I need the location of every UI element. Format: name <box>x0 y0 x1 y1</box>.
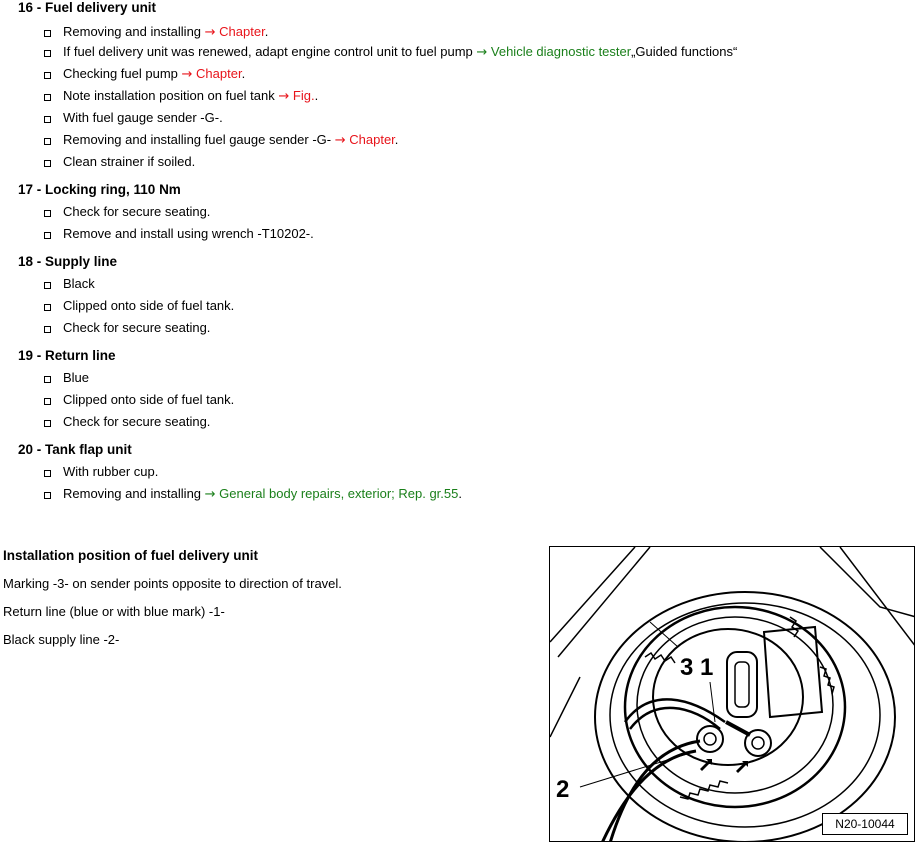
square-bullet-icon <box>44 376 51 383</box>
section-title: 18 - Supply line <box>18 254 118 269</box>
installation-line: Black supply line -2- <box>3 632 120 647</box>
list-item: If fuel delivery unit was renewed, adapt engine control unit to fuel pump → Vehicle diagnostic tester„Guided functions“ <box>18 44 737 66</box>
section-19 <box>18 348 234 436</box>
chapter-link[interactable]: → Chapter <box>181 66 242 82</box>
fuel-delivery-unit-figure <box>549 546 915 842</box>
fuel-tank-drawing <box>550 547 915 842</box>
section-18 <box>18 254 234 342</box>
list-item: Removing and installing → Chapter. <box>18 24 737 46</box>
direction-arrow-icon <box>700 759 748 773</box>
square-bullet-icon <box>44 326 51 333</box>
body-repairs-link[interactable]: → General body repairs, exterior; Rep. gr.55 <box>204 486 459 502</box>
list-item: Clean strainer if soiled. <box>18 154 737 176</box>
square-bullet-icon <box>44 160 51 167</box>
square-bullet-icon <box>44 304 51 311</box>
list-item: Clipped onto side of fuel tank. <box>18 392 234 414</box>
list-item: Check for secure seating. <box>18 414 234 436</box>
square-bullet-icon <box>44 398 51 405</box>
square-bullet-icon <box>44 492 51 499</box>
square-bullet-icon <box>44 282 51 289</box>
section-title: 17 - Locking ring, 110 Nm <box>18 182 181 197</box>
square-bullet-icon <box>44 232 51 239</box>
list-item: Clipped onto side of fuel tank. <box>18 298 234 320</box>
square-bullet-icon <box>44 30 51 37</box>
section-title: 16 - Fuel delivery unit <box>18 0 157 15</box>
list-item: Check for secure seating. <box>18 320 234 342</box>
square-bullet-icon <box>44 138 51 145</box>
list-item: Blue <box>18 370 234 392</box>
chapter-link[interactable]: → Chapter <box>334 132 395 148</box>
square-bullet-icon <box>44 50 51 57</box>
square-bullet-icon <box>44 72 51 79</box>
list-item: Checking fuel pump → Chapter. <box>18 66 737 88</box>
callout-2: 2 <box>556 776 570 803</box>
section-title: 20 - Tank flap unit <box>18 442 132 457</box>
list-item: Remove and install using wrench -T10202-. <box>18 226 314 248</box>
vehicle-diagnostic-tester-link[interactable]: → Vehicle diagnostic tester <box>476 44 632 60</box>
list-item: Removing and installing fuel gauge sender -G- → Chapter. <box>18 132 737 154</box>
square-bullet-icon <box>44 116 51 123</box>
figure-link[interactable]: → Fig. <box>278 88 315 104</box>
installation-line: Return line (blue or with blue mark) -1- <box>3 604 225 619</box>
figure-code: N20-10044 <box>822 813 908 835</box>
callout-1: 1 <box>700 654 714 681</box>
square-bullet-icon <box>44 210 51 217</box>
square-bullet-icon <box>44 470 51 477</box>
list-item: Black <box>18 276 234 298</box>
list-item: Check for secure seating. <box>18 204 314 226</box>
square-bullet-icon <box>44 420 51 427</box>
section-16 <box>18 0 737 176</box>
installation-title: Installation position of fuel delivery unit <box>3 548 259 563</box>
list-item: With fuel gauge sender -G-. <box>18 110 737 132</box>
square-bullet-icon <box>44 94 51 101</box>
installation-line: Marking -3- on sender points opposite to direction of travel. <box>3 576 342 591</box>
list-item: With rubber cup. <box>18 464 462 486</box>
list-item: Note installation position on fuel tank → Fig.. <box>18 88 737 110</box>
section-17 <box>18 182 314 248</box>
chapter-link[interactable]: → Chapter <box>204 24 265 40</box>
section-title: 19 - Return line <box>18 348 116 363</box>
list-item: Removing and installing → General body repairs, exterior; Rep. gr.55. <box>18 486 462 508</box>
callout-3: 3 <box>680 654 694 681</box>
section-20 <box>18 442 462 508</box>
